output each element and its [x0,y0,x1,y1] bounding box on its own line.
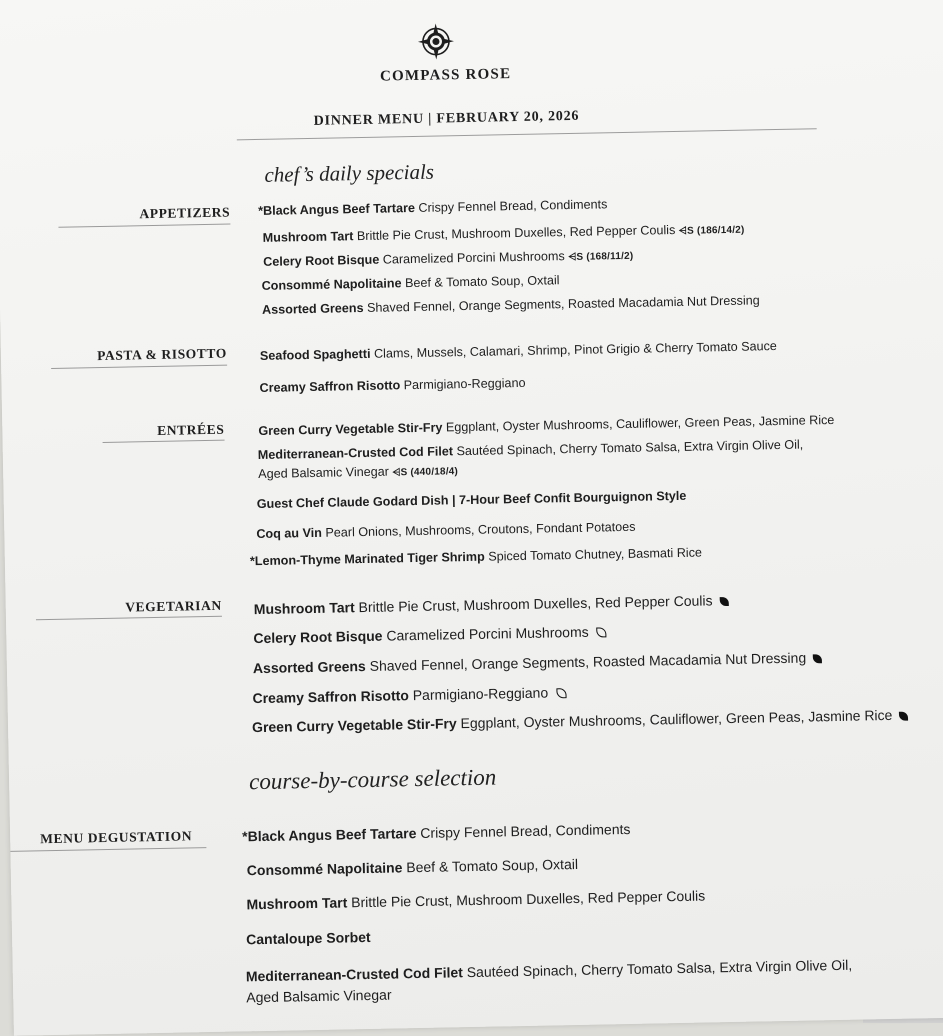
menu-item [261,271,559,296]
menu-item [253,647,822,678]
section-label-menu-degustation: MENU DEGUSTATION [40,828,193,847]
nutrition-info: ⩤S (440/18/4) [392,466,459,479]
section-divider [103,440,225,443]
item-name: Guest Chef Claude Godard Dish | 7-Hour Beef Confit Bourguignon Style [256,488,687,512]
item-description: Sautéed Spinach, Cherry Tomato Salsa, Extra Virgin Olive Oil, [456,437,804,459]
item-name: Celery Root Bisque [253,627,383,647]
item-name: Coq au Vin [256,525,323,542]
vegan-leaf-icon [719,597,728,606]
item-description: Shaved Fennel, Orange Segments, Roasted Macadamia Nut Dressing [369,649,807,674]
item-description: Brittle Pie Crust, Mushroom Duxelles, Red Pepper Coulis [358,592,713,616]
item-description: Clams, Mussels, Calamari, Shrimp, Pinot Grigio & Cherry Tomato Sauce [373,339,777,361]
section-divider [51,365,227,369]
item-description: Crispy Fennel Bread, Condiments [418,197,608,215]
menu-item-continued [258,461,458,485]
restaurant-name: COMPASS ROSE [379,66,512,85]
item-description: Pearl Onions, Mushrooms, Croutons, Fondant Potatoes [325,519,636,540]
menu-item [259,374,525,398]
item-description: Eggplant, Oyster Mushrooms, Cauliflower, Green Peas, Jasmine Rice [460,706,893,732]
item-name: Assorted Greens [252,657,366,677]
menu-item [262,291,760,320]
vegan-leaf-icon [813,654,822,663]
vegan-leaf-icon [899,712,908,721]
item-name: *Black Angus Beef Tartare [242,825,417,845]
item-name: Green Curry Vegetable Stir-Fry [251,715,457,736]
item-name: Consommé Napolitaine [246,859,403,879]
nutrition-info: ⩤S (186/14/2) [678,224,745,237]
item-name: Cantaloupe Sorbet [246,928,371,948]
item-name: Celery Root Bisque [263,252,380,269]
menu-item [252,682,566,708]
menu-item [260,337,777,366]
item-name: Seafood Spaghetti [259,346,371,363]
menu-item [258,195,608,221]
vegetarian-leaf-outline-icon [596,627,606,637]
item-description: Brittle Pie Crust, Mushroom Duxelles, Red Pepper Coulis [356,222,676,244]
menu-item [246,927,371,949]
menu-item [253,621,607,648]
item-name: Creamy Saffron Risotto [259,378,401,395]
item-description: Parmigiano-Reggiano [403,375,526,393]
item-name: Assorted Greens [261,300,364,317]
menu-item [246,886,705,915]
item-name: Consommé Napolitaine [261,276,402,293]
menu-item [256,518,635,544]
item-description: Sautéed Spinach, Cherry Tomato Salsa, Extra Virgin Olive Oil, [466,956,853,981]
menu-title-date: DINNER MENU | FEBRUARY 20, 2026 [313,108,580,129]
item-description: Brittle Pie Crust, Mushroom Duxelles, Red Pepper Coulis [351,887,706,911]
menu-item [257,487,687,514]
item-description: Aged Balsamic Vinegar [246,986,392,1006]
item-name: *Lemon-Thyme Marinated Tiger Shrimp [249,549,485,569]
item-name: Creamy Saffron Risotto [252,687,410,707]
course-selection-heading: course-by-course selection [248,764,497,795]
item-description: Shaved Fennel, Orange Segments, Roasted Macadamia Nut Dressing [366,293,760,315]
section-label-entrees: ENTRÉES [156,421,225,438]
item-description: Beef & Tomato Soup, Oxtail [406,855,579,876]
compass-rose-logo-icon [416,21,457,62]
item-description: Crispy Fennel Bread, Condiments [420,820,631,841]
item-description: Spiced Tomato Chutney, Basmati Rice [488,545,703,564]
item-description: Caramelized Porcini Mushrooms [382,249,565,267]
menu-item [258,436,804,465]
item-name: Mushroom Tart [253,599,355,618]
menu-item [250,544,702,572]
section-divider [58,224,230,228]
item-name: Mushroom Tart [262,229,354,245]
menu-item [263,220,745,249]
menu-item [263,246,634,273]
item-description: Parmigiano-Reggiano [412,684,549,704]
item-description: Aged Balsamic Vinegar [258,464,390,482]
section-label-appetizers: APPETIZERS [139,204,231,222]
item-description: Caramelized Porcini Mushrooms [386,623,589,644]
item-description: Beef & Tomato Soup, Oxtail [404,273,560,291]
section-divider [10,847,206,852]
item-name: *Black Angus Beef Tartare [258,200,416,218]
item-name: Mediterranean-Crusted Cod Filet [257,444,454,463]
menu-item [242,819,631,846]
menu-item [247,854,579,880]
item-name: Green Curry Vegetable Stir-Fry [258,420,443,439]
menu-item [252,705,909,738]
menu-item-continued [246,985,392,1008]
daily-specials-heading: chef’s daily specials [264,159,435,187]
section-label-pasta-risotto: PASTA & RISOTTO [96,345,228,364]
header-divider [237,128,817,140]
item-description: Eggplant, Oyster Mushrooms, Cauliflower, Green Peas, Jasmine Rice [445,412,835,435]
nutrition-info: ⩤S (168/11/2) [568,250,634,264]
menu-item [254,590,729,619]
item-name: Mediterranean-Crusted Cod Filet [245,964,464,985]
vegetarian-leaf-outline-icon [556,688,566,698]
section-label-vegetarian: VEGETARIAN [125,597,222,615]
menu-item [246,955,853,987]
item-name: Mushroom Tart [246,894,348,913]
